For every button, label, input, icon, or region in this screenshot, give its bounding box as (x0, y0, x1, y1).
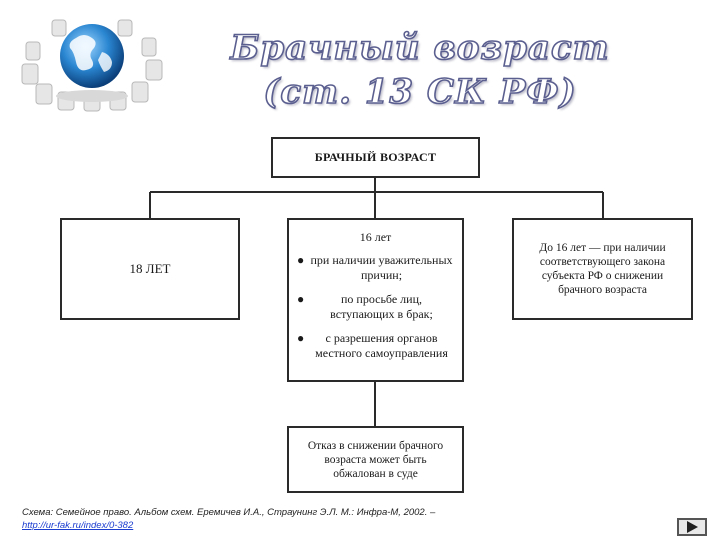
node-16-years-head: 16 лет (359, 230, 392, 244)
node-18-years (60, 218, 240, 320)
node-under-16 (512, 218, 693, 320)
node-marriage-age (271, 137, 480, 178)
play-next-icon (687, 521, 698, 533)
list-item-text: с разрешения органов местного самоуправления (315, 331, 448, 360)
node-marriage-age-label: БРАЧНЫЙ ВОЗРАСТ (314, 150, 437, 164)
bullet-icon: ● (297, 292, 305, 306)
next-slide-button[interactable] (677, 518, 707, 536)
bullet-icon: ● (297, 253, 305, 267)
list-item (297, 253, 454, 283)
title-line-2: (ст. 13 СК РФ) (263, 72, 577, 112)
node-18-years-label: 18 ЛЕТ (129, 261, 171, 276)
source-caption (22, 506, 522, 532)
bullet-icon: ● (297, 331, 305, 345)
list-item-text: при наличии уважительных причин; (310, 253, 453, 282)
source-link[interactable]: http://ur-fak.ru/index/0-382 (22, 520, 134, 531)
source-caption-text: Схема: Семейное право. Альбом схем. Еремичев И.А., Страунинг Э.Л. М.: Инфра-М, 2002. – (22, 507, 436, 518)
node-refusal-appeal-label: Отказ в снижении брачного возраста может быть обжалован в суде (307, 439, 444, 480)
list-item (297, 292, 454, 322)
list-item (297, 331, 454, 361)
node-refusal-appeal (287, 426, 464, 493)
node-under-16-label: До 16 лет — при наличии соответствующего закона субъекта РФ о снижении брачного возраста (539, 242, 666, 296)
title-line-1: Брачный возраст (230, 28, 610, 68)
node-16-years (287, 218, 464, 382)
list-item-text: по просьбе лиц, вступающих в брак; (330, 292, 433, 321)
